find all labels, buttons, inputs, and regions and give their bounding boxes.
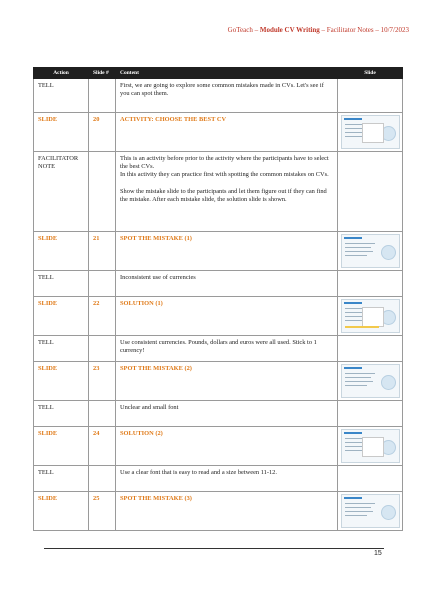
cell-slide-preview [338, 336, 403, 362]
slide-thumbnail [341, 429, 400, 463]
col-header-content: Content [116, 68, 338, 79]
cell-slide-preview [338, 492, 403, 531]
table-row [34, 466, 403, 492]
cell-slide-number [89, 336, 116, 362]
table-row [34, 297, 403, 336]
cell-action: SLIDE [34, 232, 89, 271]
cell-action: SLIDE [34, 297, 89, 336]
cell-action: SLIDE [34, 362, 89, 401]
cell-slide-preview [338, 362, 403, 401]
content-paragraph: SOLUTION (1) [120, 300, 163, 307]
header-org: GoTeach [227, 26, 253, 34]
content-paragraph: This is an activity before prior to the activity where the participants have to select the best CVs. In this activity they can practice first with spotting the common mistakes on CVs. [120, 155, 329, 179]
col-header-slide-preview: Slide [338, 68, 403, 79]
header-date: 10/7/2023 [380, 26, 409, 34]
cell-content [116, 232, 338, 271]
table-body [34, 79, 403, 531]
content-paragraph: Show the mistake slide to the participants and let them figure out if they can find the mistake. After each mistake slide, the solution slide is shown. [120, 187, 327, 203]
cell-action: SLIDE [34, 113, 89, 152]
cell-content [116, 401, 338, 427]
cell-content [116, 113, 338, 152]
slide-thumbnail [341, 299, 400, 333]
table-row [34, 336, 403, 362]
content-paragraph: SOLUTION (2) [120, 430, 163, 437]
content-paragraph: SPOT THE MISTAKE (1) [120, 235, 192, 242]
cell-content [116, 271, 338, 297]
cell-slide-preview [338, 427, 403, 466]
header-notes: Facilitator Notes [326, 26, 374, 34]
table-header-row [34, 68, 403, 79]
cell-content [116, 297, 338, 336]
content-paragraph: Use consistent currencies. Pounds, dollars and euros were all used. Stick to 1 currency! [120, 339, 317, 355]
col-header-slide-number: Slide # [89, 68, 116, 79]
cell-slide-number: 20 [89, 113, 116, 152]
cell-slide-preview [338, 79, 403, 113]
table-row [34, 79, 403, 113]
cell-slide-preview [338, 401, 403, 427]
cell-action: TELL [34, 336, 89, 362]
content-paragraph: SPOT THE MISTAKE (2) [120, 365, 192, 372]
cell-slide-preview [338, 232, 403, 271]
cell-slide-number: 22 [89, 297, 116, 336]
slide-thumbnail [341, 494, 400, 528]
cell-action: SLIDE [34, 427, 89, 466]
slide-thumbnail [341, 234, 400, 268]
cell-content [116, 492, 338, 531]
table-row [34, 362, 403, 401]
cell-slide-preview [338, 466, 403, 492]
cell-content [116, 336, 338, 362]
facilitator-table [33, 67, 403, 531]
cell-slide-number: 25 [89, 492, 116, 531]
cell-content [116, 152, 338, 232]
cell-action: TELL [34, 271, 89, 297]
col-header-action: Action [34, 68, 89, 79]
cell-action: FACILITATOR NOTE [34, 152, 89, 232]
content-paragraph: SPOT THE MISTAKE (3) [120, 495, 192, 502]
cell-slide-number [89, 79, 116, 113]
cell-slide-number [89, 401, 116, 427]
content-paragraph: ACTIVITY: CHOOSE THE BEST CV [120, 116, 227, 123]
cell-slide-preview [338, 271, 403, 297]
header-module: Module CV Writing [259, 26, 320, 34]
table-row [34, 492, 403, 531]
cell-action: TELL [34, 79, 89, 113]
cell-content [116, 362, 338, 401]
table-row [34, 271, 403, 297]
cell-slide-number: 23 [89, 362, 116, 401]
cell-slide-number [89, 152, 116, 232]
content-paragraph: First, we are going to explore some common mistakes made in CVs. Let's see if you can spot them. [120, 82, 324, 98]
content-paragraph: Inconsistent use of currencies [120, 274, 196, 281]
cell-slide-preview [338, 297, 403, 336]
page-header: GoTeach – Module CV Writing – Facilitator Notes – 10/7/2023 [227, 26, 409, 34]
table-row [34, 401, 403, 427]
cell-action: TELL [34, 401, 89, 427]
table-row [34, 427, 403, 466]
slide-thumbnail [341, 364, 400, 398]
cell-slide-preview [338, 113, 403, 152]
cell-content [116, 79, 338, 113]
slide-thumbnail [341, 115, 400, 149]
cell-content [116, 466, 338, 492]
cell-slide-number [89, 466, 116, 492]
table-row [34, 152, 403, 232]
table-row [34, 113, 403, 152]
page-number: 15 [374, 550, 382, 557]
footer-rule [44, 548, 384, 549]
cell-slide-number [89, 271, 116, 297]
cell-content [116, 427, 338, 466]
cell-action: SLIDE [34, 492, 89, 531]
cell-slide-number: 21 [89, 232, 116, 271]
content-paragraph: Unclear and small font [120, 404, 179, 411]
content-paragraph: Use a clear font that is easy to read and a size between 11-12. [120, 469, 277, 476]
table-row [34, 232, 403, 271]
cell-slide-preview [338, 152, 403, 232]
cell-slide-number: 24 [89, 427, 116, 466]
cell-action: TELL [34, 466, 89, 492]
